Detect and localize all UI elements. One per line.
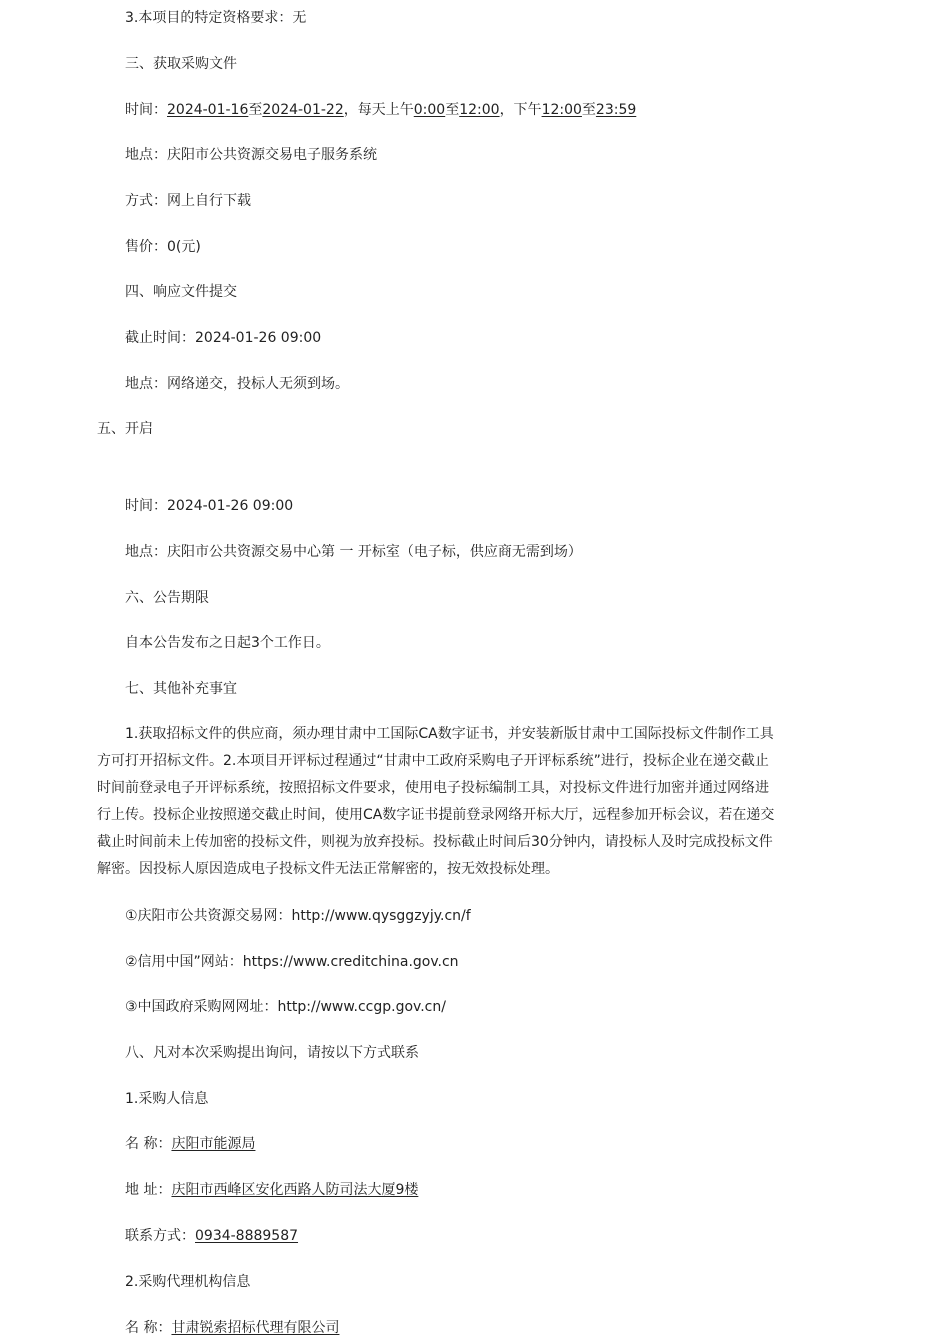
purchaser-contact-value[interactable]: 0934-8889587 [195,1228,299,1244]
submission-location-line: 地点：网络递交，投标人无须到场。 [125,376,349,392]
section-5-title: 五、开启 [97,421,153,437]
agency-name-label: 名 称： [125,1320,172,1336]
purchaser-name-value[interactable]: 庆阳市能源局 [171,1136,256,1152]
agency-name-line [125,1318,339,1338]
section-6-title: 六、公告期限 [125,590,209,606]
supplement-paragraph: 1.获取招标文件的供应商，须办理甘肃中工国际CA数字证书，并安装新版甘肃中工国际投标文件制作工具方可打开招标文件。2.本项目开评标过程通过“甘肃中工政府采购电子开评标系统”进行，投标企业在递交截止时间前登录电子开评标系统，按照招标文件要求，使用电子投标编制工具，对投标文件进行加密并通过网络进行上传。投标企业按照递交截止时间，使用CA数字证书提前登录网络开标大厅，远程参加开标会议，若在递交截止时间前未上传加密的投标文件，则视为放弃投标。投标截止时间后30分钟内，请投标人及时完成投标文件解密。因投标人原因造成电子投标文件无法正常解密的，按无效投标处理。 [97,726,775,877]
section-3-title: 三、获取采购文件 [125,56,237,72]
announcement-period-line: 自本公告发布之日起3个工作日。 [125,635,330,651]
section-7-title: 七、其他补充事宜 [125,681,237,697]
time-label: 时间： [125,102,167,118]
opening-location-line: 地点：庆阳市公共资源交易中心第 一 开标室（电子标，供应商无需到场） [125,544,582,560]
section-4-title: 四、响应文件提交 [125,284,237,300]
qualification-line: 3.本项目的特定资格要求：无 [125,10,307,26]
link-qysggzyjy: ①庆阳市公共资源交易网：http://www.qysggzyjy.cn/f [125,908,471,924]
link-creditchina: ②信用中国”网站：https://www.creditchina.gov.cn [125,954,459,970]
to-text: 至 [581,102,596,118]
am-end-link[interactable]: 12:00 [459,102,500,118]
pm-end-link[interactable]: 23:59 [595,102,637,118]
purchaser-contact-line [125,1226,298,1246]
date-end-link[interactable]: 2024-01-22 [262,102,344,118]
pm-start-link[interactable]: 12:00 [541,102,582,118]
date-start-link[interactable]: 2024-01-16 [167,102,249,118]
to-text: 至 [445,102,460,118]
purchaser-name-line [125,1134,255,1154]
agency-info-title: 2.采购代理机构信息 [125,1274,251,1290]
purchaser-address-line [125,1180,418,1200]
purchaser-address-value[interactable]: 庆阳市西峰区安化西路人防司法大厦9楼 [171,1182,419,1198]
submission-deadline-line: 截止时间：2024-01-26 09:00 [125,330,322,346]
agency-name-value[interactable]: 甘肃锐索招标代理有限公司 [171,1320,340,1336]
document-price-line: 售价：0(元) [125,239,201,255]
pm-text: ，下午 [499,102,542,118]
document-location-line: 地点：庆阳市公共资源交易电子服务系统 [125,147,377,163]
am-start-link[interactable]: 0:00 [413,102,446,118]
purchaser-name-label: 名 称： [125,1136,172,1152]
link-ccgp: ③中国政府采购网网址：http://www.ccgp.gov.cn/ [125,999,446,1015]
document-time-line [125,100,636,120]
section-8-title: 八、凡对本次采购提出询问，请按以下方式联系 [125,1045,419,1061]
purchaser-info-title: 1.采购人信息 [125,1091,209,1107]
purchaser-address-label: 地 址： [125,1182,172,1198]
document-method-line: 方式：网上自行下载 [125,193,251,209]
opening-time-line: 时间：2024-01-26 09:00 [125,498,294,514]
to-text: 至 [248,102,263,118]
purchaser-contact-label: 联系方式： [125,1228,195,1244]
daily-am-text: ，每天上午 [343,102,414,118]
